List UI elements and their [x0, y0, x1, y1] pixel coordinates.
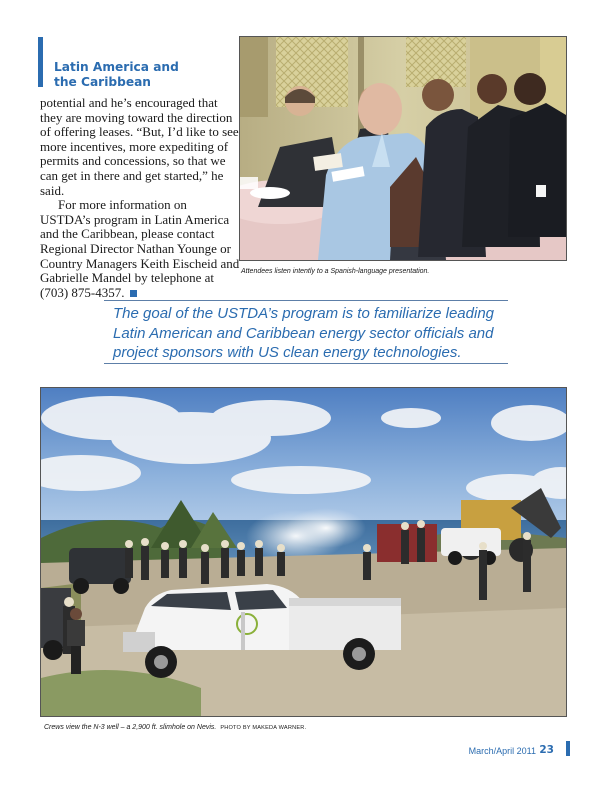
photo-bottom-caption: [44, 724, 306, 731]
section-title: [54, 60, 224, 90]
section-title-line2: the Caribbean: [54, 75, 151, 89]
photo-well-site-illustration: [41, 388, 566, 716]
photo-bottom-caption-text: Crews view the N-3 well – a 2,900 ft. slimhole on Nevis.: [44, 724, 217, 731]
article-paragraph-2: [40, 198, 240, 300]
article-body: [40, 96, 240, 300]
section-accent-bar: [38, 37, 43, 87]
pull-quote-rule-top: [104, 300, 508, 301]
folio-accent-bar: [566, 741, 570, 756]
issue-date: March/April 2011: [468, 746, 536, 756]
article-paragraph-1: potential and he’s encouraged that they are moving toward the direction of offering leases. “But, I’d like to see more incentives, more expediting of permits and concessions, so that we can get in there and get started,” he said.: [40, 95, 239, 198]
photo-presentation-attendees: [239, 36, 567, 261]
photo-top-caption: Attendees listen intently to a Spanish-language presentation.: [241, 268, 430, 275]
photo-credit: PHOTO BY MAKEDA WARNER.: [220, 725, 307, 731]
section-title-line1: Latin America and: [54, 60, 179, 74]
pull-quote-rule-bottom: [104, 363, 508, 364]
photo-presentation-illustration: [240, 37, 566, 260]
article-paragraph-2-text: For more information on USTDA’s program in Latin America and the Caribbean, please contact Regional Director Nathan Younge or Country Managers Keith Eischeid and Gabrielle Mandel by telephone at (703) 875-4357.: [40, 197, 240, 300]
end-of-article-mark: [130, 290, 137, 297]
pull-quote: The goal of the USTDA’s program is to familiarize leading Latin American and Caribbean energy sector officials and project sponsors with US clean energy technologies.: [113, 305, 495, 361]
photo-nevis-well-site: [40, 387, 567, 717]
page-number: 23: [539, 744, 554, 756]
